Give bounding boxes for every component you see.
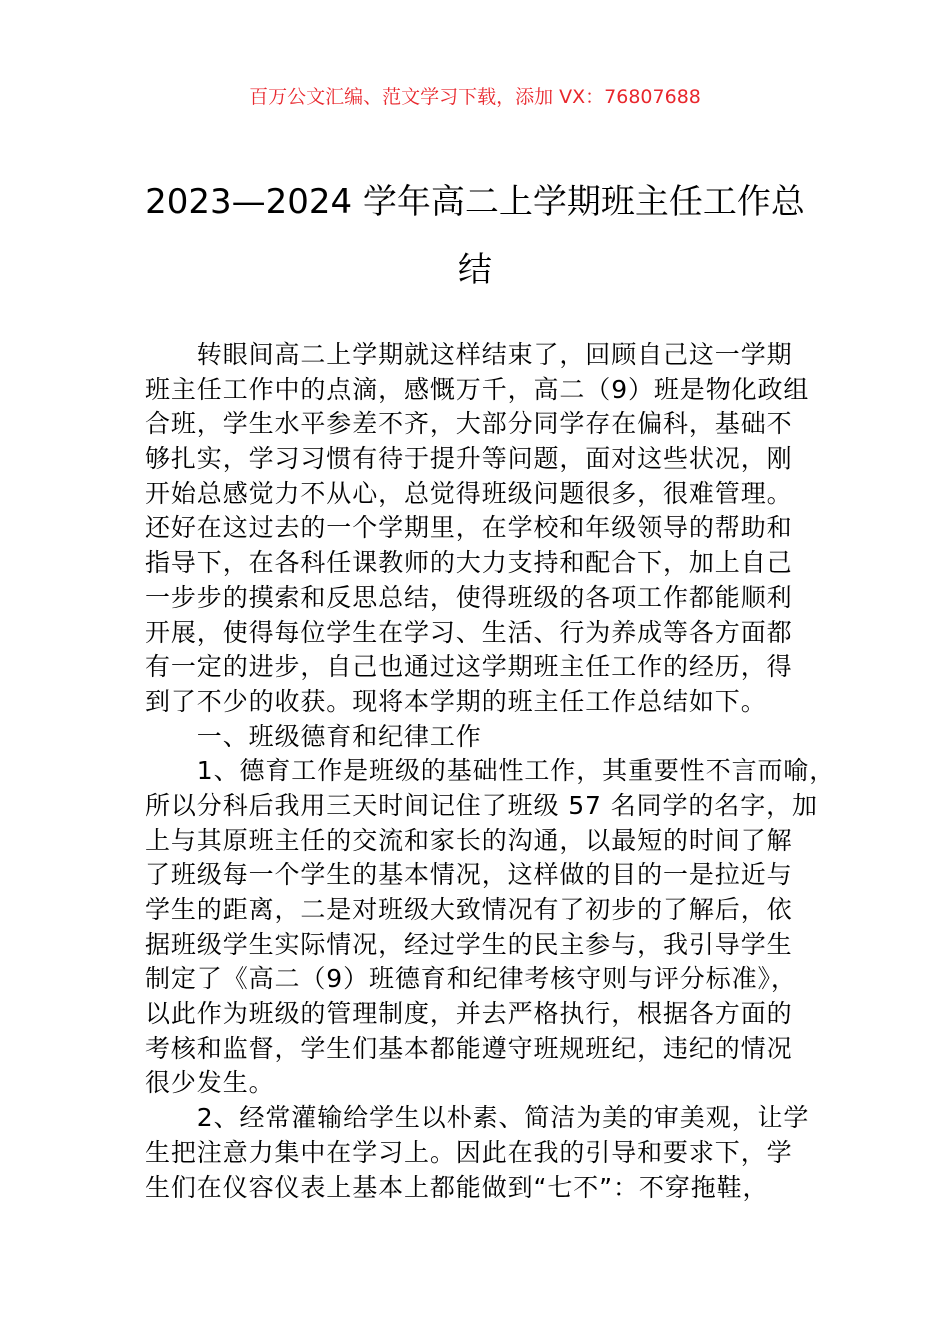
body-text-line: 开始总感觉力不从心，总觉得班级问题很多，很难管理。 <box>145 478 793 508</box>
body-text-line: 2、经常灌输给学生以朴素、简洁为美的审美观，让学 <box>145 1103 810 1133</box>
body-text-line: 所以分科后我用三天时间记住了班级 57 名同学的名字，加 <box>145 790 818 820</box>
body-text-line: 据班级学生实际情况，经过学生的民主参与，我引导学生 <box>145 929 793 959</box>
body-text-line: 很少发生。 <box>145 1068 275 1098</box>
body-text-line: 上与其原班主任的交流和家长的沟通，以最短的时间了解 <box>145 825 793 855</box>
body-text-line: 学生的距离，二是对班级大致情况有了初步的了解后，依 <box>145 895 793 924</box>
body-text-line: 转眼间高二上学期就这样结束了，回顾自己这一学期 <box>145 340 793 369</box>
body-text-line: 班主任工作中的点滴，感慨万千，高二（9）班是物化政组 <box>145 374 810 404</box>
document-title-line-2: 结 <box>458 250 492 290</box>
body-text-line: 制定了《高二（9）班德育和纪律考核守则与评分标准》， <box>145 964 797 994</box>
body-text-line: 有一定的进步，自己也通过这学期班主任工作的经历，得 <box>145 652 793 682</box>
body-text-line: 了班级每一个学生的基本情况，这样做的目的一是拉近与 <box>145 860 793 890</box>
body-text-line: 1、德育工作是班级的基础性工作，其重要性不言而喻， <box>145 756 836 786</box>
body-text-line: 生们在仪容仪表上基本上都能做到“七不”：不穿拖鞋， <box>145 1172 769 1202</box>
body-text-line: 指导下，在各科任课教师的大力支持和配合下，加上自己 <box>145 548 793 578</box>
body-text-line: 考核和监督，学生们基本都能遵守班规班纪，违纪的情况 <box>145 1033 793 1063</box>
body-text-line: 一、班级德育和纪律工作 <box>145 721 482 751</box>
body-text-line: 以此作为班级的管理制度，并去严格执行，根据各方面的 <box>145 999 793 1029</box>
body-text-line: 开展，使得每位学生在学习、生活、行为养成等各方面都 <box>145 617 793 647</box>
watermark-banner: 百万公文汇编、范文学习下载，添加 VX：76807688 <box>249 86 701 108</box>
body-text-line: 生把注意力集中在学习上。因此在我的引导和要求下，学 <box>145 1137 793 1167</box>
body-text-line: 到了不少的收获。现将本学期的班主任工作总结如下。 <box>145 686 767 716</box>
document-title-line-1: 2023—2024 学年高二上学期班主任工作总 <box>145 182 805 222</box>
body-text-line: 还好在这过去的一个学期里，在学校和年级领导的帮助和 <box>145 513 793 543</box>
body-text-line: 合班，学生水平参差不齐，大部分同学存在偏科，基础不 <box>145 409 793 439</box>
body-text-line: 一步步的摸索和反思总结，使得班级的各项工作都能顺利 <box>145 582 793 612</box>
document-body <box>145 338 845 1205</box>
body-text-line: 够扎实，学习习惯有待于提升等问题，面对这些状况，刚 <box>145 444 793 474</box>
